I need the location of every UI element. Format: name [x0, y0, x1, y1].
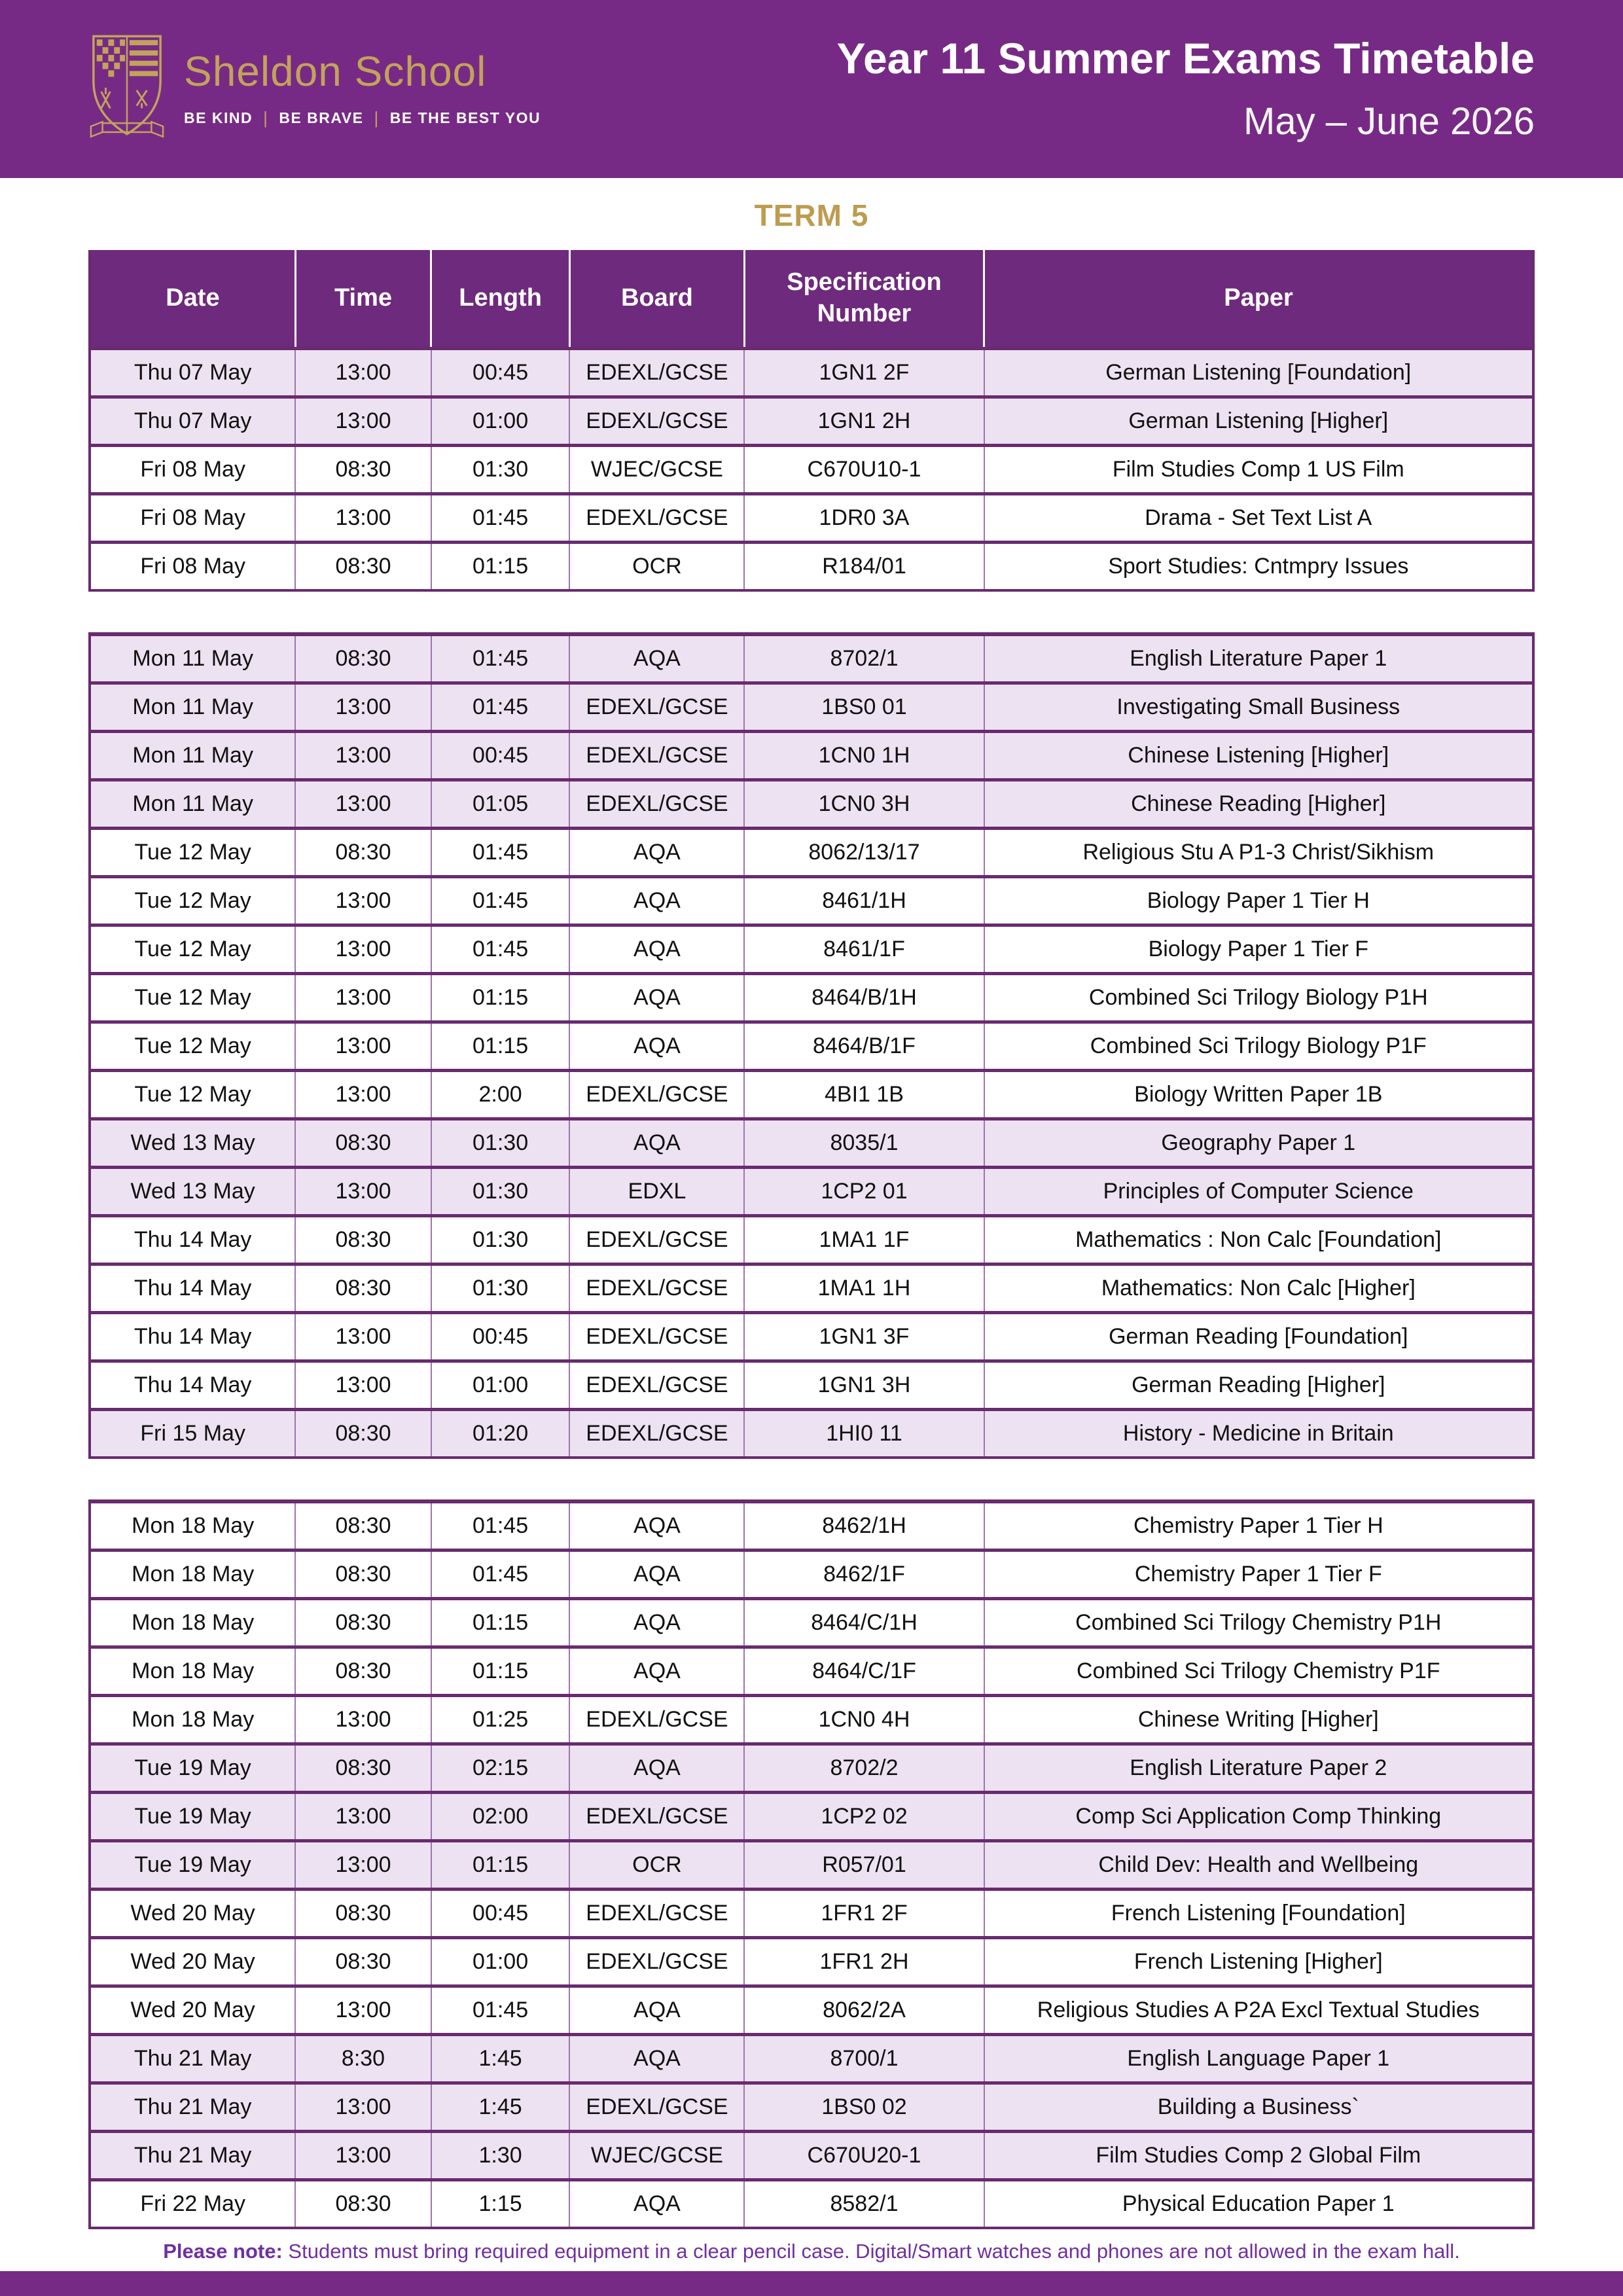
cell-date: Mon 18 May: [90, 1501, 295, 1550]
cell-date: Mon 11 May: [90, 731, 295, 780]
cell-date: Tue 12 May: [90, 973, 295, 1022]
table-row: [90, 493, 1533, 542]
exam-table-section-3: [88, 1499, 1535, 2229]
cell-date: Thu 14 May: [90, 1264, 295, 1312]
cell-board: EDEXL/GCSE: [569, 2083, 744, 2131]
cell-time: 13:00: [295, 397, 431, 445]
cell-board: EDEXL/GCSE: [569, 493, 744, 542]
cell-paper: Chemistry Paper 1 Tier F: [984, 1550, 1533, 1598]
cell-spec: 8035/1: [744, 1119, 984, 1167]
cell-spec: 8464/C/1H: [744, 1598, 984, 1647]
table-row: [90, 1647, 1533, 1695]
cell-board: EDEXL/GCSE: [569, 1409, 744, 1458]
cell-time: 13:00: [295, 925, 431, 973]
cell-paper: Religious Studies A P2A Excl Textual Studies: [984, 1986, 1533, 2034]
cell-spec: 8702/2: [744, 1744, 984, 1792]
cell-board: AQA: [569, 876, 744, 925]
cell-spec: 1GN1 2F: [744, 348, 984, 397]
cell-paper: Chinese Writing [Higher]: [984, 1695, 1533, 1744]
cell-board: EDEXL/GCSE: [569, 1361, 744, 1409]
cell-date: Mon 11 May: [90, 683, 295, 731]
cell-date: Tue 12 May: [90, 828, 295, 876]
cell-length: 01:45: [431, 925, 570, 973]
cell-spec: 1CP2 01: [744, 1167, 984, 1215]
table-row: [90, 1986, 1533, 2034]
footnote-text: Students must bring required equipment in a clear pencil case. Digital/Smart watches and phones are not allowed in the exam hall.: [282, 2240, 1460, 2263]
cell-time: 08:30: [295, 542, 431, 590]
cell-date: Mon 18 May: [90, 1695, 295, 1744]
cell-spec: 8462/1H: [744, 1501, 984, 1550]
cell-paper: Biology Paper 1 Tier F: [984, 925, 1533, 973]
cell-board: WJEC/GCSE: [569, 445, 744, 493]
cell-paper: Combined Sci Trilogy Chemistry P1H: [984, 1598, 1533, 1647]
cell-date: Mon 18 May: [90, 1598, 295, 1647]
table-row: [90, 828, 1533, 876]
cell-length: 00:45: [431, 731, 570, 780]
cell-time: 13:00: [295, 973, 431, 1022]
cell-spec: 8464/C/1F: [744, 1647, 984, 1695]
cell-length: 00:45: [431, 1312, 570, 1361]
cell-date: Thu 21 May: [90, 2131, 295, 2179]
table-row: [90, 1792, 1533, 1840]
cell-time: 08:30: [295, 1744, 431, 1792]
cell-length: 01:15: [431, 1647, 570, 1695]
cell-length: 01:30: [431, 1264, 570, 1312]
cell-time: 13:00: [295, 780, 431, 828]
cell-paper: Drama - Set Text List A: [984, 493, 1533, 542]
cell-board: AQA: [569, 1022, 744, 1070]
cell-spec: 1BS0 02: [744, 2083, 984, 2131]
cell-spec: 1MA1 1F: [744, 1215, 984, 1264]
table-row: [90, 542, 1533, 590]
table-row: [90, 1744, 1533, 1792]
cell-spec: C670U20-1: [744, 2131, 984, 2179]
table-row: [90, 1695, 1533, 1744]
cell-length: 02:15: [431, 1744, 570, 1792]
cell-length: 01:20: [431, 1409, 570, 1458]
cell-length: 01:00: [431, 1361, 570, 1409]
cell-date: Tue 19 May: [90, 1840, 295, 1889]
table-row: [90, 1937, 1533, 1986]
table-row: [90, 925, 1533, 973]
cell-length: 01:15: [431, 973, 570, 1022]
cell-board: EDEXL/GCSE: [569, 1889, 744, 1937]
cell-paper: Geography Paper 1: [984, 1119, 1533, 1167]
cell-paper: English Literature Paper 2: [984, 1744, 1533, 1792]
school-motto: [184, 108, 541, 128]
cell-spec: 1FR1 2F: [744, 1889, 984, 1937]
cell-board: WJEC/GCSE: [569, 2131, 744, 2179]
cell-time: 13:00: [295, 493, 431, 542]
school-logo: [88, 31, 541, 147]
cell-board: AQA: [569, 1744, 744, 1792]
cell-date: Fri 08 May: [90, 493, 295, 542]
cell-board: EDEXL/GCSE: [569, 1937, 744, 1986]
table-row: [90, 1361, 1533, 1409]
cell-spec: 8462/1F: [744, 1550, 984, 1598]
cell-time: 08:30: [295, 1215, 431, 1264]
cell-board: AQA: [569, 1647, 744, 1695]
cell-date: Thu 07 May: [90, 348, 295, 397]
table-row: [90, 780, 1533, 828]
header-titles: [837, 35, 1535, 143]
school-name: Sheldon School: [184, 47, 487, 95]
cell-paper: Mathematics: Non Calc [Higher]: [984, 1264, 1533, 1312]
cell-spec: 1CN0 4H: [744, 1695, 984, 1744]
cell-board: EDXL: [569, 1167, 744, 1215]
cell-board: AQA: [569, 1598, 744, 1647]
cell-board: EDEXL/GCSE: [569, 1792, 744, 1840]
cell-time: 08:30: [295, 445, 431, 493]
cell-length: 00:45: [431, 348, 570, 397]
table-row: [90, 1501, 1533, 1550]
table-row: [90, 1167, 1533, 1215]
cell-date: Thu 07 May: [90, 397, 295, 445]
cell-date: Tue 12 May: [90, 1022, 295, 1070]
cell-board: EDEXL/GCSE: [569, 1695, 744, 1744]
column-header-time: Time: [295, 250, 431, 348]
cell-board: AQA: [569, 2179, 744, 2228]
cell-length: 01:45: [431, 1501, 570, 1550]
cell-date: Fri 08 May: [90, 445, 295, 493]
header-bar: [0, 0, 1623, 178]
cell-length: 01:45: [431, 1550, 570, 1598]
motto-item: BE THE BEST YOU: [389, 109, 541, 127]
cell-time: 08:30: [295, 828, 431, 876]
cell-length: 01:45: [431, 634, 570, 683]
cell-paper: Combined Sci Trilogy Chemistry P1F: [984, 1647, 1533, 1695]
motto-item: BE BRAVE: [279, 109, 364, 127]
cell-length: 1:45: [431, 2083, 570, 2131]
cell-board: AQA: [569, 1986, 744, 2034]
cell-spec: 8461/1H: [744, 876, 984, 925]
footnote-label: Please note:: [163, 2240, 283, 2263]
cell-length: 01:00: [431, 1937, 570, 1986]
cell-length: 1:15: [431, 2179, 570, 2228]
cell-board: AQA: [569, 925, 744, 973]
cell-spec: 1FR1 2H: [744, 1937, 984, 1986]
cell-paper: Chinese Listening [Higher]: [984, 731, 1533, 780]
cell-paper: Film Studies Comp 2 Global Film: [984, 2131, 1533, 2179]
cell-time: 8:30: [295, 2034, 431, 2083]
cell-spec: 1GN1 3H: [744, 1361, 984, 1409]
cell-length: 01:45: [431, 493, 570, 542]
table-row: [90, 683, 1533, 731]
cell-time: 13:00: [295, 348, 431, 397]
table-row: [90, 1070, 1533, 1119]
table-row: [90, 634, 1533, 683]
cell-spec: 8464/B/1F: [744, 1022, 984, 1070]
cell-length: 01:30: [431, 445, 570, 493]
cell-board: EDEXL/GCSE: [569, 683, 744, 731]
cell-date: Wed 13 May: [90, 1119, 295, 1167]
cell-paper: Building a Business`: [984, 2083, 1533, 2131]
cell-length: 01:45: [431, 1986, 570, 2034]
cell-board: EDEXL/GCSE: [569, 1312, 744, 1361]
table-row: [90, 1215, 1533, 1264]
motto-separator: |: [263, 108, 269, 128]
cell-board: OCR: [569, 542, 744, 590]
cell-paper: Comp Sci Application Comp Thinking: [984, 1792, 1533, 1840]
cell-date: Tue 19 May: [90, 1792, 295, 1840]
table-row: [90, 1409, 1533, 1458]
cell-spec: 8700/1: [744, 2034, 984, 2083]
cell-spec: 1CN0 3H: [744, 780, 984, 828]
table-row: [90, 1264, 1533, 1312]
cell-board: AQA: [569, 2034, 744, 2083]
cell-time: 13:00: [295, 1792, 431, 1840]
cell-date: Thu 21 May: [90, 2083, 295, 2131]
cell-length: 01:15: [431, 1598, 570, 1647]
cell-paper: Combined Sci Trilogy Biology P1H: [984, 973, 1533, 1022]
cell-spec: 1GN1 2H: [744, 397, 984, 445]
table-header-row: [90, 250, 1533, 348]
cell-time: 13:00: [295, 1312, 431, 1361]
footnote: [0, 2240, 1623, 2263]
cell-length: 01:15: [431, 542, 570, 590]
cell-length: 01:45: [431, 876, 570, 925]
cell-paper: Chemistry Paper 1 Tier H: [984, 1501, 1533, 1550]
footer-bar: [0, 2271, 1623, 2296]
cell-date: Fri 15 May: [90, 1409, 295, 1458]
cell-time: 13:00: [295, 1022, 431, 1070]
cell-paper: Mathematics : Non Calc [Foundation]: [984, 1215, 1533, 1264]
exam-table-section-2: [88, 632, 1535, 1459]
cell-board: AQA: [569, 1501, 744, 1550]
cell-time: 13:00: [295, 2083, 431, 2131]
cell-paper: English Literature Paper 1: [984, 634, 1533, 683]
cell-length: 01:30: [431, 1167, 570, 1215]
cell-time: 08:30: [295, 1264, 431, 1312]
table-row: [90, 973, 1533, 1022]
cell-date: Thu 14 May: [90, 1361, 295, 1409]
cell-date: Thu 14 May: [90, 1312, 295, 1361]
cell-spec: 1CP2 02: [744, 1792, 984, 1840]
cell-date: Tue 12 May: [90, 876, 295, 925]
cell-time: 13:00: [295, 683, 431, 731]
table-row: [90, 731, 1533, 780]
cell-paper: Sport Studies: Cntmpry Issues: [984, 542, 1533, 590]
cell-paper: Physical Education Paper 1: [984, 2179, 1533, 2228]
cell-paper: Biology Paper 1 Tier H: [984, 876, 1533, 925]
cell-board: AQA: [569, 828, 744, 876]
cell-paper: Child Dev: Health and Wellbeing: [984, 1840, 1533, 1889]
cell-time: 13:00: [295, 1840, 431, 1889]
cell-length: 01:30: [431, 1215, 570, 1264]
cell-board: EDEXL/GCSE: [569, 780, 744, 828]
cell-time: 08:30: [295, 2179, 431, 2228]
cell-time: 08:30: [295, 1501, 431, 1550]
cell-board: EDEXL/GCSE: [569, 348, 744, 397]
table-row: [90, 1022, 1533, 1070]
table-row: [90, 1598, 1533, 1647]
cell-length: 1:45: [431, 2034, 570, 2083]
cell-length: 01:05: [431, 780, 570, 828]
cell-spec: 8062/2A: [744, 1986, 984, 2034]
column-header-length: Length: [431, 250, 570, 348]
cell-spec: 8582/1: [744, 2179, 984, 2228]
cell-length: 01:15: [431, 1022, 570, 1070]
exam-table-section-1: [88, 250, 1535, 592]
cell-time: 13:00: [295, 1361, 431, 1409]
table-row: [90, 2034, 1533, 2083]
cell-time: 13:00: [295, 2131, 431, 2179]
table-row: [90, 397, 1533, 445]
term-heading: TERM 5: [754, 198, 869, 232]
cell-paper: Film Studies Comp 1 US Film: [984, 445, 1533, 493]
cell-date: Fri 08 May: [90, 542, 295, 590]
cell-time: 08:30: [295, 634, 431, 683]
cell-date: Tue 19 May: [90, 1744, 295, 1792]
table-row: [90, 1840, 1533, 1889]
table-row: [90, 1550, 1533, 1598]
cell-paper: German Listening [Foundation]: [984, 348, 1533, 397]
cell-board: EDEXL/GCSE: [569, 731, 744, 780]
cell-board: AQA: [569, 634, 744, 683]
cell-time: 13:00: [295, 1695, 431, 1744]
table-row: [90, 1889, 1533, 1937]
page-subtitle: May – June 2026: [1243, 99, 1535, 143]
column-header-paper: Paper: [984, 250, 1533, 348]
cell-spec: 1MA1 1H: [744, 1264, 984, 1312]
cell-length: 2:00: [431, 1070, 570, 1119]
cell-date: Mon 18 May: [90, 1647, 295, 1695]
page-title: Year 11 Summer Exams Timetable: [836, 34, 1535, 83]
column-header-specification-number: Specification Number: [744, 250, 984, 348]
cell-date: Wed 20 May: [90, 1889, 295, 1937]
table-row: [90, 1312, 1533, 1361]
cell-length: 01:25: [431, 1695, 570, 1744]
cell-date: Tue 12 May: [90, 925, 295, 973]
cell-board: EDEXL/GCSE: [569, 1070, 744, 1119]
cell-paper: German Listening [Higher]: [984, 397, 1533, 445]
cell-paper: Religious Stu A P1-3 Christ/Sikhism: [984, 828, 1533, 876]
cell-length: 00:45: [431, 1889, 570, 1937]
cell-date: Wed 13 May: [90, 1167, 295, 1215]
brand-text: [184, 47, 541, 128]
cell-board: AQA: [569, 1550, 744, 1598]
cell-spec: 1GN1 3F: [744, 1312, 984, 1361]
cell-time: 08:30: [295, 1550, 431, 1598]
cell-paper: German Reading [Higher]: [984, 1361, 1533, 1409]
cell-date: Fri 22 May: [90, 2179, 295, 2228]
column-header-date: Date: [90, 250, 295, 348]
cell-length: 01:15: [431, 1840, 570, 1889]
cell-paper: English Language Paper 1: [984, 2034, 1533, 2083]
cell-date: Mon 11 May: [90, 634, 295, 683]
cell-time: 08:30: [295, 1889, 431, 1937]
table-row: [90, 1119, 1533, 1167]
cell-paper: French Listening [Foundation]: [984, 1889, 1533, 1937]
cell-length: 01:45: [431, 828, 570, 876]
cell-paper: German Reading [Foundation]: [984, 1312, 1533, 1361]
cell-date: Thu 21 May: [90, 2034, 295, 2083]
cell-paper: French Listening [Higher]: [984, 1937, 1533, 1986]
cell-time: 08:30: [295, 1647, 431, 1695]
cell-spec: 4BI1 1B: [744, 1070, 984, 1119]
cell-paper: Biology Written Paper 1B: [984, 1070, 1533, 1119]
cell-date: Mon 18 May: [90, 1550, 295, 1598]
cell-length: 01:30: [431, 1119, 570, 1167]
cell-time: 08:30: [295, 1598, 431, 1647]
cell-time: 13:00: [295, 731, 431, 780]
cell-date: Tue 12 May: [90, 1070, 295, 1119]
cell-paper: Investigating Small Business: [984, 683, 1533, 731]
cell-spec: R057/01: [744, 1840, 984, 1889]
cell-spec: R184/01: [744, 542, 984, 590]
cell-time: 13:00: [295, 1167, 431, 1215]
cell-date: Wed 20 May: [90, 1986, 295, 2034]
table-header: [90, 250, 1533, 348]
cell-spec: 8461/1F: [744, 925, 984, 973]
cell-time: 08:30: [295, 1409, 431, 1458]
cell-time: 08:30: [295, 1119, 431, 1167]
cell-spec: 8062/13/17: [744, 828, 984, 876]
cell-paper: Chinese Reading [Higher]: [984, 780, 1533, 828]
cell-board: EDEXL/GCSE: [569, 1264, 744, 1312]
cell-length: 02:00: [431, 1792, 570, 1840]
cell-board: OCR: [569, 1840, 744, 1889]
cell-date: Mon 11 May: [90, 780, 295, 828]
cell-spec: C670U10-1: [744, 445, 984, 493]
cell-spec: 8464/B/1H: [744, 973, 984, 1022]
motto-item: BE KIND: [184, 109, 253, 127]
cell-board: AQA: [569, 973, 744, 1022]
cell-paper: History - Medicine in Britain: [984, 1409, 1533, 1458]
cell-board: EDEXL/GCSE: [569, 397, 744, 445]
cell-date: Wed 20 May: [90, 1937, 295, 1986]
cell-spec: 1DR0 3A: [744, 493, 984, 542]
cell-time: 13:00: [295, 876, 431, 925]
table-row: [90, 2083, 1533, 2131]
cell-length: 01:45: [431, 683, 570, 731]
cell-board: AQA: [569, 1119, 744, 1167]
cell-board: EDEXL/GCSE: [569, 1215, 744, 1264]
cell-time: 13:00: [295, 1986, 431, 2034]
table-row: [90, 2131, 1533, 2179]
table-row: [90, 2179, 1533, 2228]
cell-time: 08:30: [295, 1937, 431, 1986]
motto-separator: |: [374, 108, 380, 128]
cell-length: 1:30: [431, 2131, 570, 2179]
cell-spec: 1BS0 01: [744, 683, 984, 731]
cell-paper: Principles of Computer Science: [984, 1167, 1533, 1215]
cell-paper: Combined Sci Trilogy Biology P1F: [984, 1022, 1533, 1070]
school-crest-icon: [88, 31, 166, 147]
cell-spec: 8702/1: [744, 634, 984, 683]
table-row: [90, 876, 1533, 925]
column-header-board: Board: [569, 250, 744, 348]
table-row: [90, 348, 1533, 397]
cell-length: 01:00: [431, 397, 570, 445]
cell-spec: 1HI0 11: [744, 1409, 984, 1458]
cell-date: Thu 14 May: [90, 1215, 295, 1264]
cell-time: 13:00: [295, 1070, 431, 1119]
table-row: [90, 445, 1533, 493]
cell-spec: 1CN0 1H: [744, 731, 984, 780]
